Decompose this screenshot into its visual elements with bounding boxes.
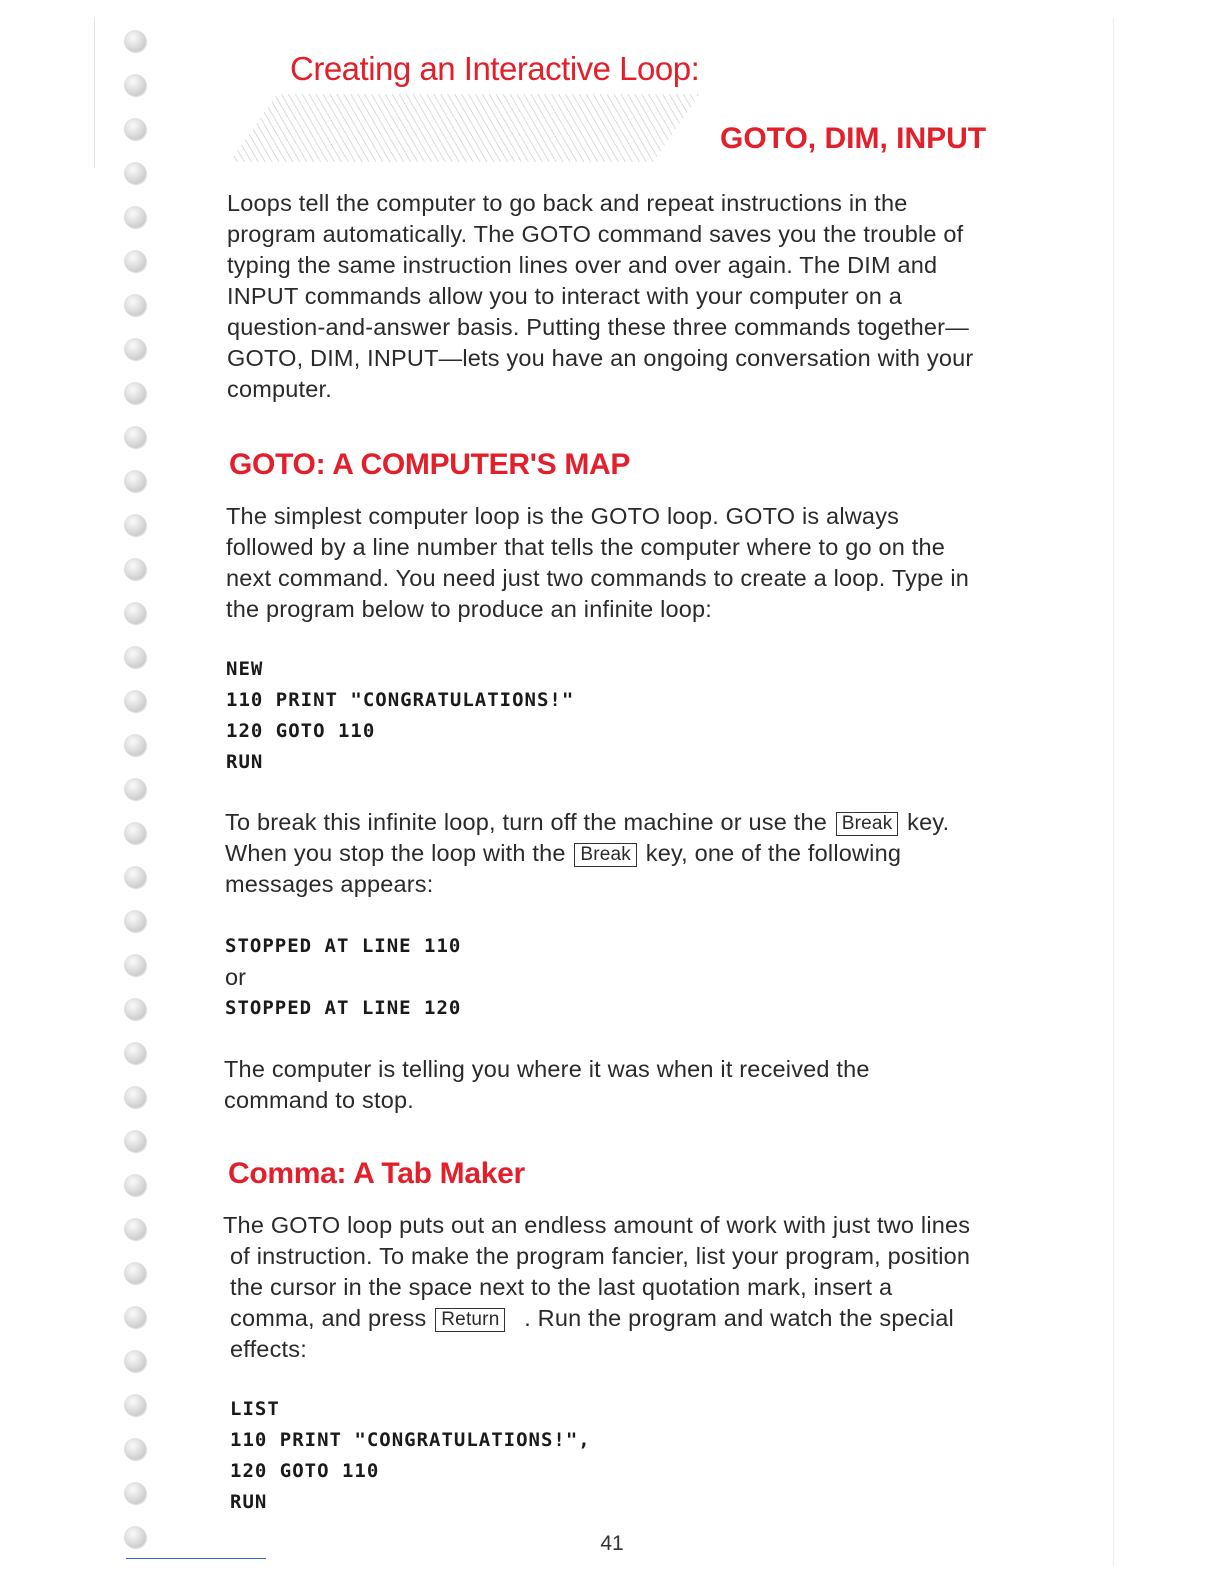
binding-hole	[124, 866, 146, 888]
page-number: 41	[600, 1532, 624, 1555]
text-line: computer.	[227, 376, 332, 402]
binding-hole	[124, 206, 146, 228]
text-line: command to stop.	[224, 1087, 414, 1113]
text-line	[225, 838, 949, 869]
binding-hole	[124, 1482, 146, 1504]
return-key-icon: Return	[435, 1308, 505, 1332]
text-line	[223, 1303, 970, 1334]
page-edge-right	[1113, 18, 1114, 1566]
binding-hole	[124, 1086, 146, 1108]
text-line: typing the same instruction lines over and over again. The DIM and	[227, 252, 938, 278]
text-line: program automatically. The GOTO command saves you the trouble of	[227, 221, 964, 247]
break-paragraph	[225, 807, 949, 900]
text-fragment: comma, and press	[230, 1305, 427, 1331]
binding-hole	[124, 426, 146, 448]
binding-hole	[124, 998, 146, 1020]
binding-hole	[124, 646, 146, 668]
comma-section-heading: Comma: A Tab Maker	[228, 1157, 525, 1190]
code-line: LIST	[230, 1398, 280, 1420]
binding-hole	[124, 1042, 146, 1064]
code-line: STOPPED AT LINE 120	[225, 997, 462, 1019]
binding-hole	[124, 1262, 146, 1284]
binding-hole	[124, 118, 146, 140]
text-line: next command. You need just two commands to create a loop. Type in	[226, 565, 970, 591]
title-hatch-decoration	[230, 94, 700, 162]
spiral-binding	[120, 30, 154, 1570]
text-line	[225, 807, 949, 838]
code-line: 110 PRINT "CONGRATULATIONS!"	[226, 689, 575, 711]
code-line: NEW	[226, 658, 264, 680]
code-line: RUN	[226, 751, 264, 773]
code-line: 120 GOTO 110	[230, 1460, 380, 1482]
comma-paragraph	[223, 1210, 970, 1365]
binding-hole	[124, 1394, 146, 1416]
text-fragment: When you stop the loop with the	[225, 840, 566, 866]
code-listing-infinite-loop	[226, 654, 574, 778]
text-line: messages appears:	[225, 871, 434, 897]
code-line: 120 GOTO 110	[226, 720, 376, 742]
text-line: The GOTO loop puts out an endless amount of work with just two lines	[223, 1212, 971, 1238]
code-listing-comma	[230, 1394, 591, 1518]
binding-hole	[124, 910, 146, 932]
break-key-icon: Break	[836, 812, 899, 836]
binding-hole	[124, 30, 146, 52]
text-fragment: key, one of the following	[645, 840, 902, 866]
binding-hole	[124, 1438, 146, 1460]
text-line: the cursor in the space next to the last quotation mark, insert a	[230, 1274, 893, 1300]
binding-hole	[124, 822, 146, 844]
binding-hole	[124, 1350, 146, 1372]
stopped-messages	[225, 931, 461, 1024]
text-line: The computer is telling you where it was when it received the	[224, 1056, 870, 1082]
binding-hole	[124, 74, 146, 96]
binding-hole	[124, 1306, 146, 1328]
page-edge-left	[94, 18, 95, 168]
binding-hole	[124, 162, 146, 184]
or-text: or	[225, 964, 246, 990]
code-line: STOPPED AT LINE 110	[225, 935, 462, 957]
binding-hole	[124, 558, 146, 580]
text-line: the program below to produce an infinite loop:	[226, 596, 713, 622]
binding-hole	[124, 778, 146, 800]
binding-hole	[124, 1218, 146, 1240]
chapter-subtitle: GOTO, DIM, INPUT	[720, 122, 987, 155]
code-line: RUN	[230, 1491, 268, 1513]
intro-paragraph	[227, 188, 973, 405]
binding-hole	[124, 250, 146, 272]
goto-section-heading: GOTO: A COMPUTER'S MAP	[229, 448, 631, 481]
code-line: 110 PRINT "CONGRATULATIONS!",	[230, 1429, 591, 1451]
binding-hole	[124, 734, 146, 756]
binding-hole	[124, 470, 146, 492]
chapter-title: Creating an Interactive Loop:	[290, 50, 700, 87]
text-line: GOTO, DIM, INPUT—lets you have an ongoing conversation with your	[227, 345, 974, 371]
text-line: The simplest computer loop is the GOTO loop. GOTO is always	[226, 503, 900, 529]
binding-hole	[124, 1130, 146, 1152]
binding-hole	[124, 382, 146, 404]
goto-paragraph	[226, 501, 969, 625]
footer-rule	[126, 1558, 266, 1559]
binding-hole	[124, 294, 146, 316]
binding-hole	[124, 338, 146, 360]
text-line: followed by a line number that tells the computer where to go on the	[226, 534, 946, 560]
text-line: effects:	[230, 1336, 307, 1362]
binding-hole	[124, 1174, 146, 1196]
text-line: INPUT commands allow you to interact with your computer on a	[227, 283, 903, 309]
text-line: of instruction. To make the program fancier, list your program, position	[230, 1243, 971, 1269]
text-fragment: key.	[907, 809, 950, 835]
break-key-icon: Break	[574, 843, 637, 867]
binding-hole	[124, 602, 146, 624]
binding-hole	[124, 514, 146, 536]
chapter-title-block	[230, 50, 1010, 170]
text-fragment: To break this infinite loop, turn off the machine or use the	[225, 809, 828, 835]
text-line: Loops tell the computer to go back and repeat instructions in the	[227, 190, 908, 216]
text-line: question-and-answer basis. Putting these three commands together—	[227, 314, 969, 340]
binding-hole	[124, 690, 146, 712]
stop-explanation-paragraph	[224, 1054, 870, 1116]
text-fragment: . Run the program and watch the special	[524, 1305, 954, 1331]
binding-hole	[124, 954, 146, 976]
